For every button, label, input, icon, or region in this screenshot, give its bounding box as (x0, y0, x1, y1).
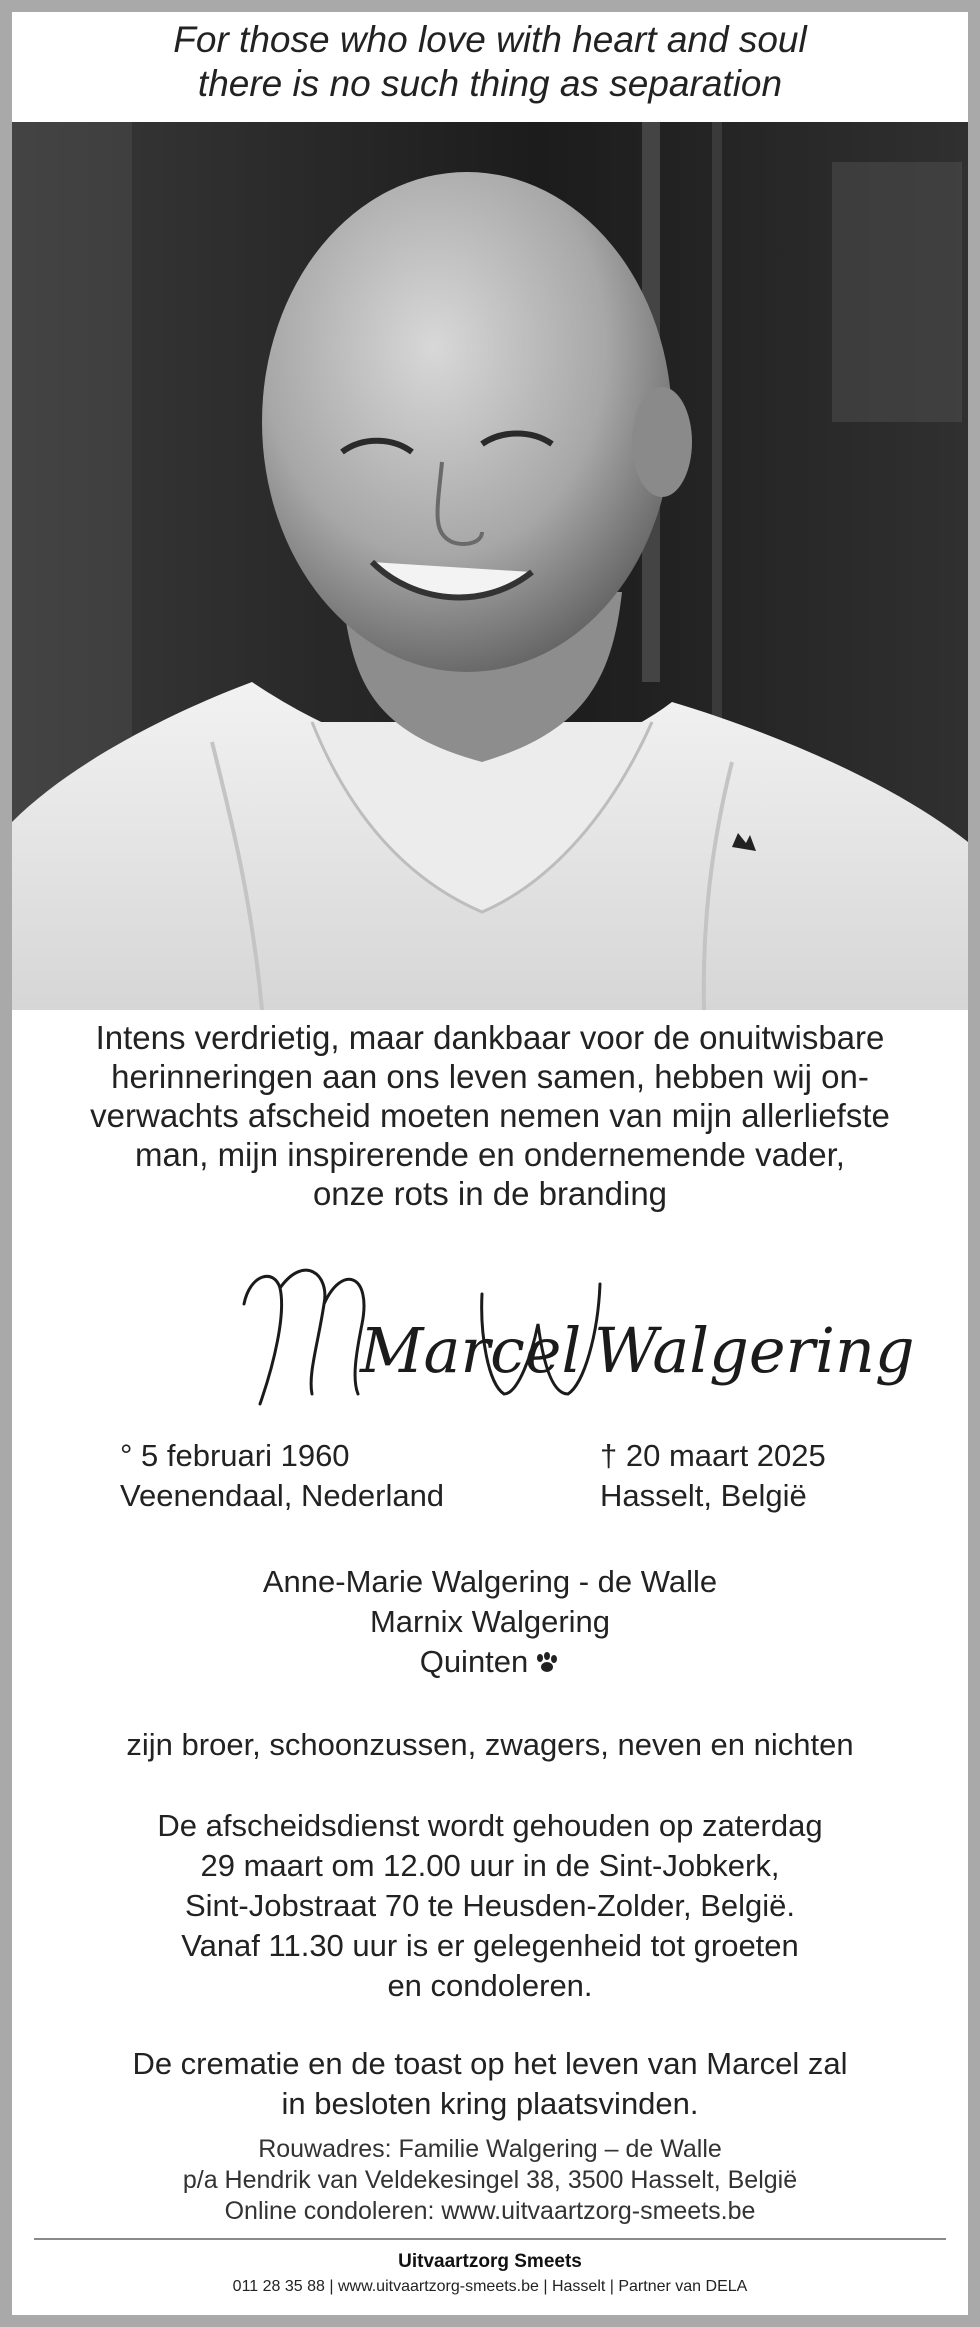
obituary-card (12, 12, 968, 2315)
relatives-text: zijn broer, schoonzussen, zwagers, neven en nichten (126, 1727, 854, 1762)
undertaker-contact: 011 28 35 88 | www.uitvaartzorg-smeets.be | Hasselt | Partner van DELA (232, 2278, 748, 2295)
motto-line-1: For those who love with heart and soul (173, 19, 807, 60)
mourning-address (12, 2134, 968, 2227)
address-line-1: Rouwadres: Familie Walgering – de Walle (258, 2135, 722, 2163)
intro-line-2: herinneringen aan ons leven samen, hebben wij on- (111, 1058, 869, 1095)
portrait-photo (12, 122, 968, 1010)
address-line-3: Online condoleren: www.uitvaartzorg-smeets.be (224, 2197, 756, 2225)
birth-place: Veenendaal, Nederland (120, 1478, 445, 1513)
service-line-4: Vanaf 11.30 uur is er gelegenheid tot groeten (181, 1928, 799, 1963)
birth-date: ° 5 februari 1960 (120, 1438, 350, 1473)
cremation-line-2: in besloten kring plaatsvinden. (281, 2086, 699, 2121)
intro-text (32, 1018, 948, 1213)
family-member-2: Marnix Walgering (369, 1604, 611, 1639)
address-line-2: p/a Hendrik van Veldekesingel 38, 3500 Hasselt, België (182, 2166, 798, 2194)
motto (12, 18, 968, 106)
footer-divider (34, 2238, 946, 2240)
birth-info (120, 1436, 444, 1516)
death-date: † 20 maart 2025 (600, 1438, 826, 1473)
intro-line-1: Intens verdrietig, maar dankbaar voor de onuitwisbare (95, 1019, 885, 1056)
name-signature (12, 1244, 968, 1434)
service-info (32, 1806, 948, 2006)
intro-line-5: onze rots in de branding (312, 1175, 668, 1212)
service-line-2: 29 maart om 12.00 uur in de Sint-Jobkerk, (200, 1848, 780, 1883)
intro-line-3: verwachts afscheid moeten nemen van mijn allerliefste (90, 1097, 890, 1134)
name-first: Marcel (360, 1314, 582, 1387)
death-info (600, 1436, 826, 1516)
motto-line-2: there is no such thing as separation (197, 63, 783, 104)
family-member-3-row (12, 1642, 968, 1682)
family-member-1: Anne-Marie Walgering - de Walle (262, 1564, 718, 1599)
family-member-3: Quinten (419, 1644, 529, 1679)
service-line-1: De afscheidsdienst wordt gehouden op zaterdag (157, 1808, 823, 1843)
death-place: Hasselt, België (600, 1478, 807, 1513)
undertaker-name: Uitvaartzorg Smeets (398, 2251, 582, 2272)
family-list (12, 1562, 968, 1682)
paw-icon (534, 1644, 560, 1666)
name-last: Walgering (594, 1314, 915, 1387)
service-line-3: Sint-Jobstraat 70 te Heusden-Zolder, België. (184, 1888, 795, 1923)
cremation-line-1: De crematie en de toast op het leven van Marcel zal (132, 2046, 848, 2081)
intro-line-4: man, mijn inspirerende en ondernemende vader, (135, 1136, 845, 1173)
cremation-info (32, 2044, 948, 2124)
portrait-illustration (12, 122, 968, 1010)
service-line-5: en condoleren. (387, 1968, 593, 2003)
